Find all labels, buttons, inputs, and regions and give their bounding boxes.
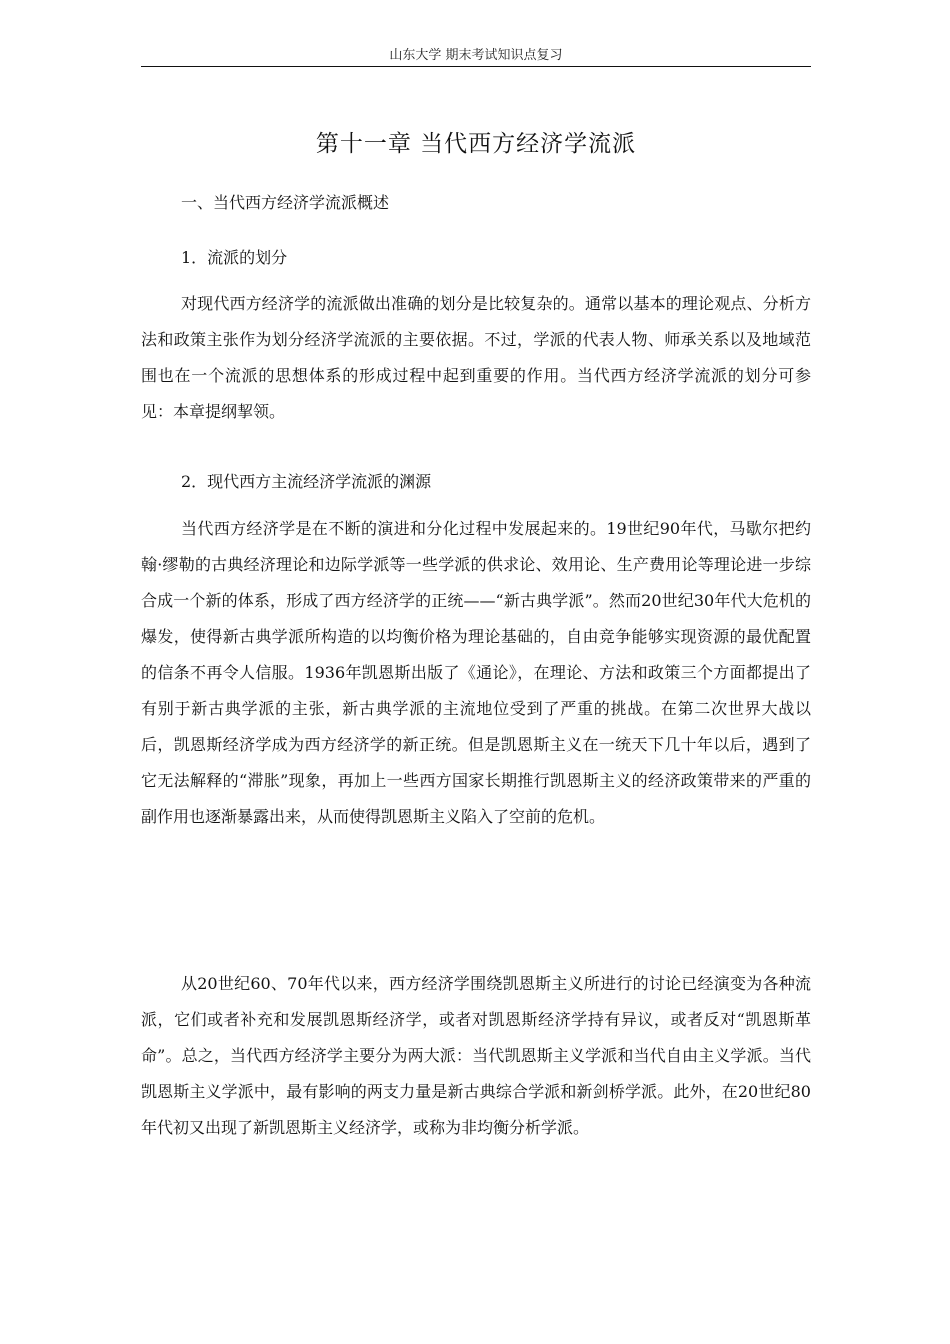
paragraph-3: 从20世纪60、70年代以来，西方经济学围绕凯恩斯主义所进行的讨论已经演变为各种流派，它们或者补充和发展凯恩斯经济学，或者对凯恩斯经济学持有异议，或者反对“凯恩斯革命”。总之，当代西方经济学主要分为两大派：当代凯恩斯主义学派和当代自由主义学派。当代凯恩斯主义学派中，最有影响的两支力量是新古典综合学派和新剑桥学派。此外，在20世纪80年代初又出现了新凯恩斯主义经济学，或称为非均衡分析学派。	[141, 974, 811, 1137]
subsection-heading-1: 1．流派的划分	[181, 248, 288, 267]
page-header: 山东大学 期末考试知识点复习	[141, 46, 811, 67]
subsection-heading-2: 2．现代西方主流经济学流派的渊源	[181, 472, 432, 491]
chapter-title: 第十一章 当代西方经济学流派	[315, 131, 637, 157]
paragraph-2: 当代西方经济学是在不断的演进和分化过程中发展起来的。19世纪90年代，马歇尔把约翰·缪勒的古典经济理论和边际学派等一些学派的供求论、效用论、生产费用论等理论进一步综合成一个新的体系，形成了西方经济学的正统——“新古典学派”。然而20世纪30年代大危机的爆发，使得新古典学派所构造的以均衡价格为理论基础的，自由竞争能够实现资源的最优配置的信条不再令人信服。1936年凯恩斯出版了《通论》，在理论、方法和政策三个方面都提出了有别于新古典学派的主张，新古典学派的主流地位受到了严重的挑战。在第二次世界大战以后，凯恩斯经济学成为西方经济学的新正统。但是凯恩斯主义在一统天下几十年以后，遇到了它无法解释的“滞胀”现象，再加上一些西方国家长期推行凯恩斯主义的经济政策带来的严重的副作用也逐渐暴露出来，从而使得凯恩斯主义陷入了空前的危机。	[141, 519, 811, 826]
section-heading: 一、当代西方经济学流派概述	[181, 193, 390, 212]
paragraph-1: 对现代西方经济学的流派做出准确的划分是比较复杂的。通常以基本的理论观点、分析方法和政策主张作为划分经济学流派的主要依据。不过，学派的代表人物、师承关系以及地域范围也在一个流派的思想体系的形成过程中起到重要的作用。当代西方经济学流派的划分可参见：本章提纲挈领。	[141, 294, 811, 421]
